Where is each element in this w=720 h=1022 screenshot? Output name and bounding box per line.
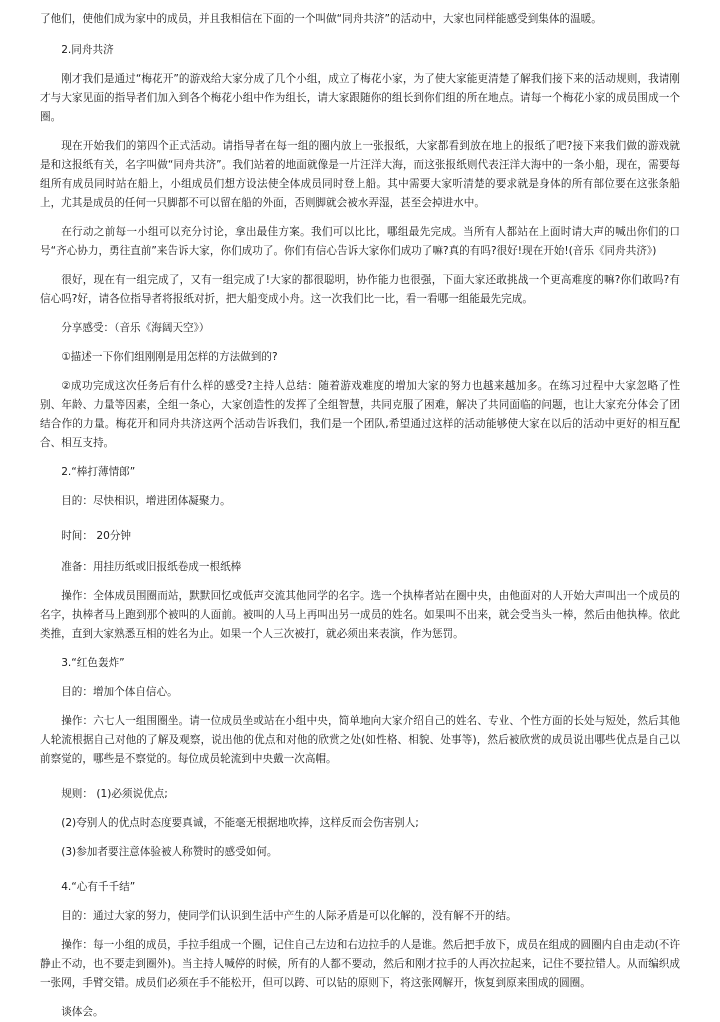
question-1: ①描述一下你们组刚刚是用怎样的方法做到的? (61, 351, 278, 363)
xinyou-goal: 目的：通过大家的努力，使同学们认识到生活中产生的人际矛盾是可以化解的，没有解不开的结。 (61, 910, 517, 922)
heading-tongzhou: 2.同舟共济 (61, 44, 114, 56)
rule-2: (2)夸别人的优点时态度要真诚，不能毫无根据地吹捧，这样反而会伤害别人; (61, 817, 419, 829)
question-2: ②成功完成这次任务后有什么样的感受?主持人总结：随着游戏难度的增加大家的努力也越来越加多。在练习过程中大家忽略了性别、年龄、力量等因素，全组一条心，大家创造性的发挥了全组智慧，共同克服了困难，解决了共同面临的问题，也让大家充分体会了团结合作的力量。梅花开和同舟共济这两个活动告诉我们，我们是一个团队,希望通过这样的活动能够使大家在以后的活动中更好的相互配合、相互支持。 (40, 380, 680, 449)
heading-hongse: 3.“红色轰炸” (61, 657, 125, 669)
done-paragraph: 很好，现在有一组完成了，又有一组完成了!大家的都很聪明，协作能力也很强，下面大家还敢挑战一个更高难度的嘛?你们敢吗?有信心吗?好，请各位指导者将报纸对折，把大船变成小舟。这一次我们比一比，看一看哪一组能最先完成。 (40, 274, 680, 305)
share-heading: 分享感受：（音乐《海阔天空》） (61, 322, 210, 334)
meihua-paragraph: 刚才我们是通过“梅花开”的游戏给大家分成了几个小组，成立了梅花小家，为了使大家能更清楚了解我们接下来的活动规则，我请刚才与大家见面的指导者们加入到各个梅花小组中作为组长，请大家跟随你的组长到你们组的所在地点。请每一个梅花小家的成员围成一个圈。 (40, 73, 680, 123)
rule-3: (3)参加者要注意体验被人称赞时的感受如何。 (61, 846, 278, 858)
hongse-goal: 目的：增加个体自信心。 (61, 686, 178, 698)
intro-tail-paragraph: 了他们，使他们成为家中的成员，并且我相信在下面的一个叫做“同舟共济”的活动中，大家也同样能感受到集体的温暖。 (40, 13, 602, 25)
xinyou-operation: 操作：每一小组的成员，手拉手组成一个圈，记住自己左边和右边拉手的人是谁。然后把手放下，成员在组成的圆圈内自由走动(不许静止不动，也不要走到圈外)。当主持人喊停的时候，所有的人都不要动，然后和刚才拉手的人再次拉起来，记住不要拉错人。从而编织成一张网，手臂交错。成员们必须在手不能松开，但可以跨、可以钻的原则下，将这张网解开，恢复到原来围成的圆圈。 (40, 939, 680, 989)
bangda-prep: 准备：用挂历纸或旧报纸卷成一根纸棒 (61, 561, 242, 573)
bangda-time: 时间： 20分钟 (61, 530, 132, 542)
heading-bangda: 2.“棒打薄情郎” (61, 466, 136, 478)
bangda-operation: 操作：全体成员围圈而站，默默回忆或低声交流其他同学的名字。选一个执棒者站在圈中央，由他面对的人开始大声叫出一个成员的名字，执棒者马上跑到那个被叫的人面前。被叫的人马上再叫出另一成员的姓名。如果叫不出来，就会受当头一棒，然后由他执棒。依此类推，直到大家熟悉互相的姓名为止。如果一个人三次被打，就必须出来表演，作为惩罚。 (40, 590, 680, 640)
action-paragraph: 在行动之前每一小组可以充分讨论，拿出最佳方案。我们可以比比，哪组最先完成。当所有人都站在上面时请大声的喊出你们的口号“齐心协力，勇往直前”来告诉大家，你们成功了。你们有信心告诉大家你们成功了嘛?真的有吗?很好!现在开始!(音乐《同舟共济》) (40, 226, 680, 257)
talk-paragraph: 谈体会。 (61, 1006, 104, 1018)
rule-1: 规则： (1)必须说优点; (61, 788, 168, 800)
heading-xinyou: 4.“心有千千结” (61, 881, 136, 893)
bangda-goal: 目的：尽快相识，增进团体凝聚力。 (61, 495, 231, 507)
hongse-operation: 操作：六七人一组围圈坐。请一位成员坐或站在小组中央，简单地向大家介绍自己的姓名、专业、个性方面的长处与短处，然后其他人轮流根据自己对他的了解及观察，说出他的优点和对他的欣赏之处(如性格、相貌、处事等)，然后被欣赏的成员说出哪些优点是自己以前察觉的，哪些是不察觉的。每位成员轮流到中央戴一次高帽。 (40, 715, 680, 765)
rules-paragraph: 现在开始我们的第四个正式活动。请指导者在每一组的圈内放上一张报纸，大家都看到放在地上的报纸了吧?接下来我们做的游戏就是和这报纸有关，名字叫做“同舟共济”。我们站着的地面就像是一片汪洋大海，而这张报纸则代表汪洋大海中的一条小船，现在，需要每组所有成员同时站在船上，小组成员们想方设法使全体成员同时登上船。其中需要大家听清楚的要求就是身体的所有部位要在这张条船上，尤其是成员的任何一只脚都不可以留在船的外面，否则脚就会被水弄湿，甚至会掉进水中。 (40, 140, 680, 209)
